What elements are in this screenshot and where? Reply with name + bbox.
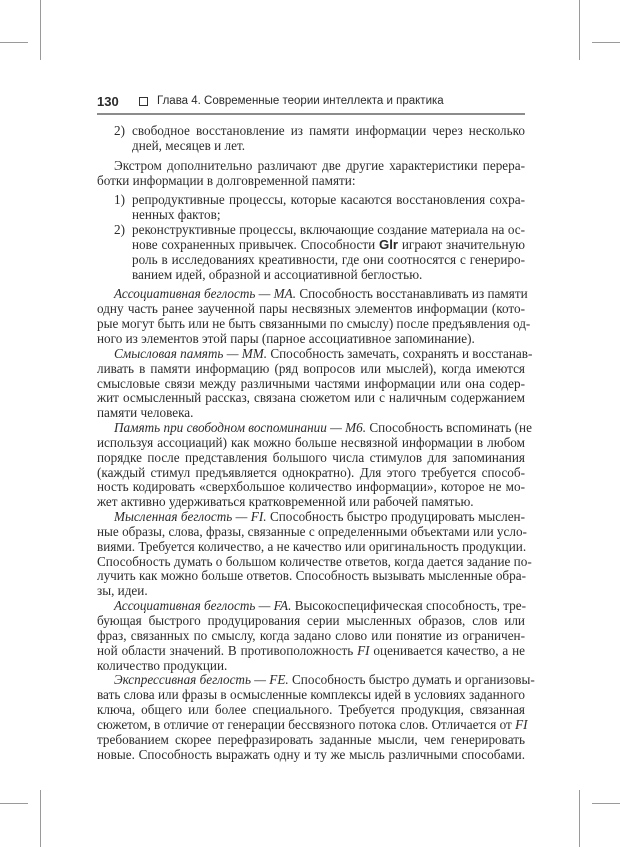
list-item <box>97 193 525 223</box>
text-segment: Способность быстро думать и организовы- <box>288 672 535 688</box>
text-segment: оценивается качество, а не <box>369 642 525 658</box>
crop-mark <box>40 790 41 847</box>
definition-term: Экспрессивная беглость — FE. <box>114 672 289 688</box>
text-line <box>97 644 525 659</box>
definition-term: Мысленная беглость — FI. <box>114 509 267 525</box>
definition-term: Память при свободном воспоминании — M6. <box>114 420 367 436</box>
text-segment: ной области значений. В противоположность <box>97 642 358 658</box>
text-line: реконструктивные процессы, включающие создание материала на ос- <box>132 222 525 238</box>
definition-term: Смысловая память — MM. <box>114 345 268 361</box>
text-segment: играют значительную <box>398 236 525 252</box>
square-bullet-icon <box>139 97 148 106</box>
text-line: Способность думать о большом количестве ответов, когда дается задание по- <box>97 553 532 569</box>
text-segment: Высокоспецифическая способность, тре- <box>291 598 526 614</box>
text-line: ванием идей, образной и ассоциативной беглостью. <box>132 266 423 282</box>
text-line: ключа, общего или более специального. Требуется продукция, связанная <box>97 702 525 718</box>
text-segment: нове сохраненных привычек. Способности <box>132 236 379 252</box>
paragraph <box>97 159 525 189</box>
text-line: количество продукции. <box>97 657 228 673</box>
text-line: виями. Требуется количество, а не качество или оригинальность продукции. <box>97 538 527 554</box>
definition-term: Ассоциативная беглость — MA. <box>114 286 297 302</box>
text-line: Экстром дополнительно различают две другие характеристики перера- <box>114 157 525 173</box>
text-segment: Способность вспоминать (не <box>366 420 532 436</box>
definition-ma <box>97 286 531 346</box>
term-code: FI <box>515 716 528 732</box>
definition-m6 <box>97 420 532 510</box>
list-number: 2) <box>114 222 125 238</box>
text-line: репродуктивные процессы, которые касаются восстановления сохра- <box>132 192 525 208</box>
list-item <box>97 124 525 154</box>
text-line: ные образы, слова, фразы, связанные с определенными объектами или усло- <box>97 523 527 539</box>
list-number: 2) <box>114 123 125 138</box>
list-item <box>97 223 525 282</box>
text-line: рые могут быть или не быть связанными по смыслу) после предъявления од- <box>97 316 531 332</box>
text-line: жит осмысленный рассказ, связана сюжетом или с наличным содержанием <box>97 390 525 406</box>
text-segment: сюжетом, в отличие от генерации бессвязного потока слов. Отличается от <box>97 716 516 732</box>
crop-mark <box>0 803 28 804</box>
definition-fa <box>97 599 525 673</box>
term-code: FI <box>357 642 370 658</box>
text-line: роль в исследованиях креативности, где они соотносятся с генериро- <box>132 251 525 267</box>
header-rule <box>97 113 525 115</box>
page-number: 130 <box>97 94 119 109</box>
text-line: порядке после представления большого числа стимулов для запоминания <box>97 449 525 465</box>
text-line: памяти человека. <box>97 405 194 421</box>
text-line <box>97 716 528 733</box>
crop-mark <box>40 0 41 60</box>
text-line: одну часть ранее заученной пары несвязных элементов информации (кото- <box>97 301 525 317</box>
running-header <box>97 94 525 112</box>
text-segment: Способность быстро продуцировать мыслен- <box>266 509 525 525</box>
term-code: Glr <box>379 236 399 252</box>
text-line: дней, месяцев и лет. <box>132 137 246 153</box>
text-line: (каждый стимул предъявляется однократно). Для этого требуется способ- <box>97 464 525 480</box>
definition-fi <box>97 509 532 599</box>
definition-term: Ассоциативная беглость — FA. <box>114 598 292 614</box>
text-line: жет активно удерживаться кратковременной или рабочей памятью. <box>97 494 474 510</box>
list-number: 1) <box>114 192 125 208</box>
crop-mark <box>0 42 28 43</box>
text-line: зы, идеи. <box>97 583 148 599</box>
text-line: свободное восстановление из памяти информации через несколько <box>132 123 525 138</box>
text-line: ненных фактов; <box>132 207 221 223</box>
text-line: смысловые связи между различными частями информации или она содер- <box>97 375 525 391</box>
definition-fe <box>97 672 535 762</box>
text-line: используя ассоциаций) как можно больше несвязной информации в любом <box>97 434 525 450</box>
text-line: лучить как можно больше ответов. Способность вызывать мысленные обра- <box>97 568 526 584</box>
text-line: новые. Способность выражать одну и ту же мысль различными способами. <box>97 746 525 762</box>
text-line: вать слова или фразы в осмысленные комплексы идей в условиях заданного <box>97 687 525 703</box>
text-line: бующая быстрого продуцирования серии мысленных образов, слов или <box>97 613 525 628</box>
crop-mark <box>592 803 620 804</box>
text-line: фраз, связанных по смыслу, когда задано слово или понятие из ограничен- <box>97 627 525 643</box>
text-segment: Способность восстанавливать из памяти <box>296 286 528 302</box>
text-segment: Способность замечать, сохранять и восстанав- <box>267 345 533 361</box>
text-line: требованием скорее перефразировать заданные мысли, чем генерировать <box>97 731 525 747</box>
text-line: ного из элементов этой пары (парное ассоциативное запоминание). <box>97 330 475 346</box>
text-line: ность кодировать «сверхбольшое количество информации», которое не мо- <box>97 479 525 495</box>
page-body <box>97 123 535 762</box>
crop-mark <box>592 42 620 43</box>
text-line <box>132 238 525 253</box>
definition-mm <box>97 345 533 421</box>
crop-mark <box>579 790 580 847</box>
text-line: ботки информации в долговременной памяти: <box>97 172 356 188</box>
crop-mark <box>579 0 580 60</box>
text-line: ливать в памяти информацию (ряд вопросов или мыслей), когда имеются <box>97 360 525 376</box>
chapter-title: Глава 4. Современные теории интеллекта и практика <box>157 95 444 107</box>
